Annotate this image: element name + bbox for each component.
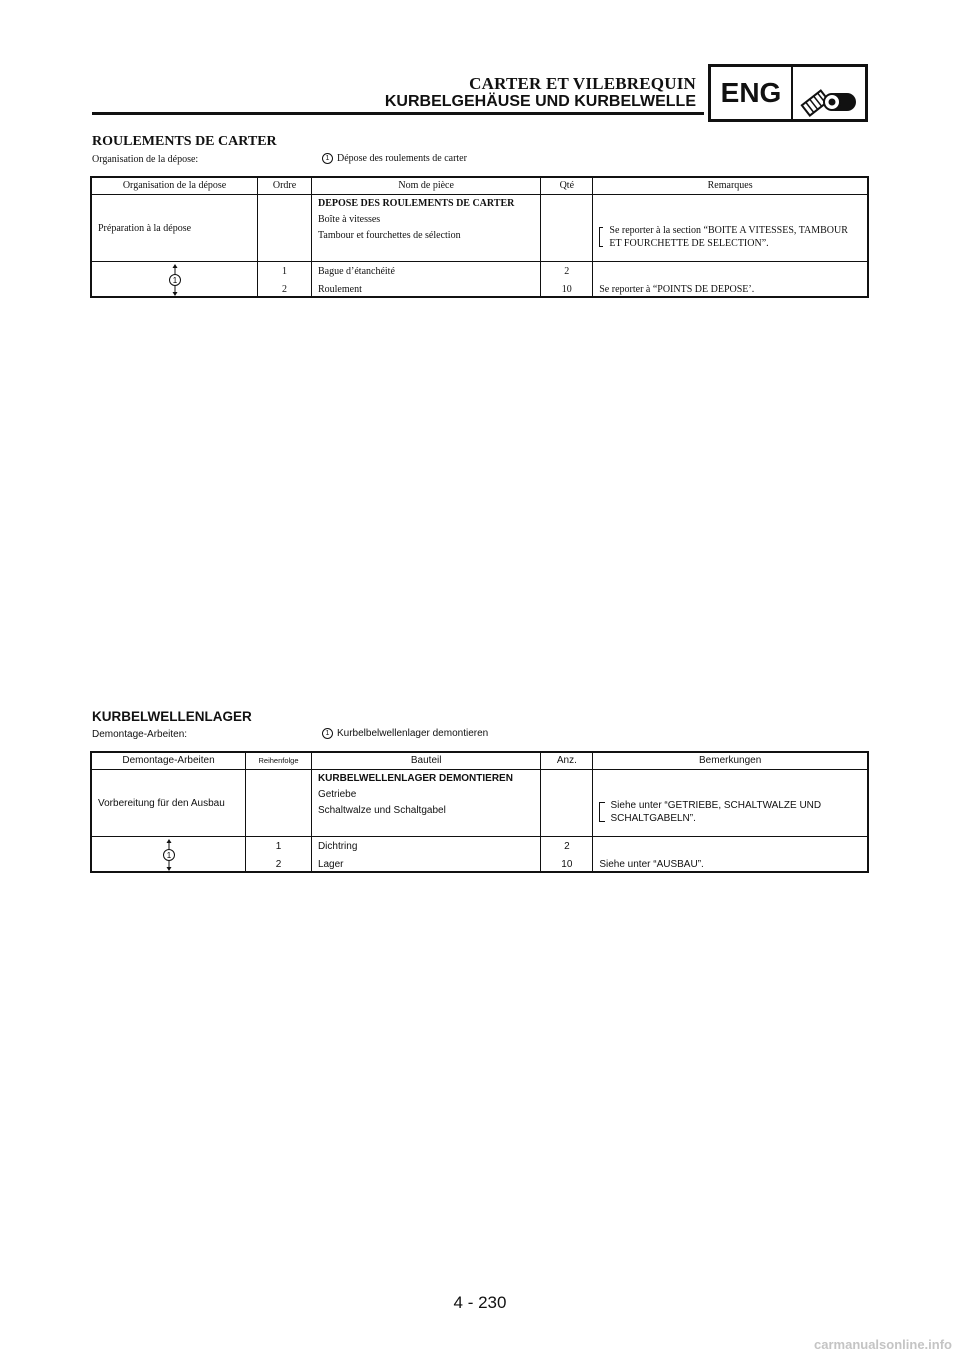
prep-item: Boîte à vitesses: [317, 214, 381, 225]
badge-label: ENG: [711, 67, 793, 119]
watermark: carmanualsonline.info: [814, 1337, 952, 1352]
prep-item: Schaltwalze und Schaltgabel: [317, 805, 446, 816]
section-title-de: KURBELWELLENLAGER: [92, 709, 252, 724]
prep-remark: [593, 770, 868, 837]
part-name: Bague d’étanchéité: [317, 266, 395, 277]
bracket-mark: [599, 227, 603, 247]
order-value: 1: [275, 841, 282, 852]
step-caption-de: [322, 728, 488, 739]
col-header: Qté: [541, 177, 593, 195]
remark-text: [599, 840, 861, 853]
order-value: 1: [282, 266, 288, 277]
step-marker-cell: [91, 262, 258, 298]
table-row: [91, 770, 868, 837]
col-header: Nom de pièce: [311, 177, 540, 195]
order-cells: [246, 837, 312, 873]
engine-wrench-icon: [793, 67, 865, 119]
table-header-row: [91, 177, 868, 195]
order-cells: [258, 262, 312, 298]
step-number-circle: 1: [322, 728, 333, 739]
table-row: [91, 262, 868, 298]
org-label-fr: Organisation de la dépose:: [92, 154, 199, 165]
prep-item: Tambour et fourchettes de sélection: [317, 230, 461, 241]
header-title-fr: CARTER ET VILEBREQUIN: [469, 74, 696, 93]
part-cells: [311, 262, 540, 298]
step-caption-text: Kurbelbelwellenlager demontieren: [337, 728, 489, 740]
step-number-circle: 1: [322, 153, 333, 164]
remark-cells: [593, 837, 868, 873]
qty-value: 2: [564, 841, 570, 852]
col-header: Demontage-Arbeiten: [91, 752, 246, 770]
qty-value: 2: [564, 266, 570, 277]
part-name: Lager: [317, 859, 344, 870]
prep-item: Getriebe: [317, 789, 357, 800]
section-title-fr: ROULEMENTS DE CARTER: [92, 134, 277, 149]
removal-table-fr: [90, 176, 869, 298]
org-label-de: Demontage-Arbeiten:: [92, 729, 188, 740]
section-badge: [708, 64, 868, 122]
remark-text: Se reporter à “POINTS DE DEPOSE’.: [599, 284, 755, 295]
remark-text: [599, 265, 861, 278]
prep-heading: DEPOSE DES ROULEMENTS DE CARTER: [317, 198, 515, 209]
col-header: Reihenfolge: [246, 752, 312, 770]
step-marker-cell: [91, 837, 246, 873]
col-header: Remarques: [593, 177, 868, 195]
prep-parts: [311, 195, 540, 262]
qty-value: 10: [561, 859, 573, 870]
header-title-de: KURBELGEHÄUSE UND KURBELWELLE: [384, 93, 696, 110]
step-range-marker: [98, 264, 251, 294]
page-number: 4 - 230: [453, 1293, 507, 1312]
prep-remark-text: Se reporter à la section “BOITE A VITESSES, TAMBOUR ET FOURCHETTE DE SELECTION”.: [609, 225, 848, 249]
prep-heading: KURBELWELLENLAGER DEMONTIEREN: [317, 773, 513, 784]
prep-remark: [593, 195, 868, 262]
step-marker-number: 1: [166, 851, 171, 860]
part-name: Roulement: [317, 284, 362, 295]
col-header: Organisation de la dépose: [91, 177, 258, 195]
bracket-mark: [599, 802, 604, 822]
remark-cells: [593, 262, 868, 298]
order-value: 2: [275, 859, 282, 870]
col-header: Ordre: [258, 177, 312, 195]
col-header: Anz.: [541, 752, 593, 770]
part-cells: [311, 837, 540, 873]
col-header: Bauteil: [311, 752, 540, 770]
prep-parts: [311, 770, 540, 837]
part-name: Dichtring: [317, 841, 358, 852]
step-marker-number: 1: [172, 276, 177, 285]
qty-cells: [541, 837, 593, 873]
qty-value: 10: [561, 284, 572, 295]
col-header: Bemerkungen: [593, 752, 868, 770]
header-rule: [92, 112, 704, 115]
step-caption-fr: [322, 153, 467, 164]
step-caption-text: Dépose des roulements de carter: [337, 153, 467, 164]
prep-remark-text: Siehe unter “GETRIEBE, SCHALTWALZE UND SCHALTGABELN”.: [610, 800, 822, 824]
qty-cells: [541, 262, 593, 298]
table-row: [91, 837, 868, 873]
table-header-row: [91, 752, 868, 770]
table-row: [91, 195, 868, 262]
prep-label: Préparation à la dépose: [91, 195, 258, 262]
remark-text: Siehe unter “AUSBAU”.: [599, 859, 704, 870]
step-range-marker: [98, 839, 239, 869]
prep-label: Vorbereitung für den Ausbau: [91, 770, 246, 837]
removal-table-de: [90, 751, 869, 873]
order-value: 2: [282, 284, 288, 295]
